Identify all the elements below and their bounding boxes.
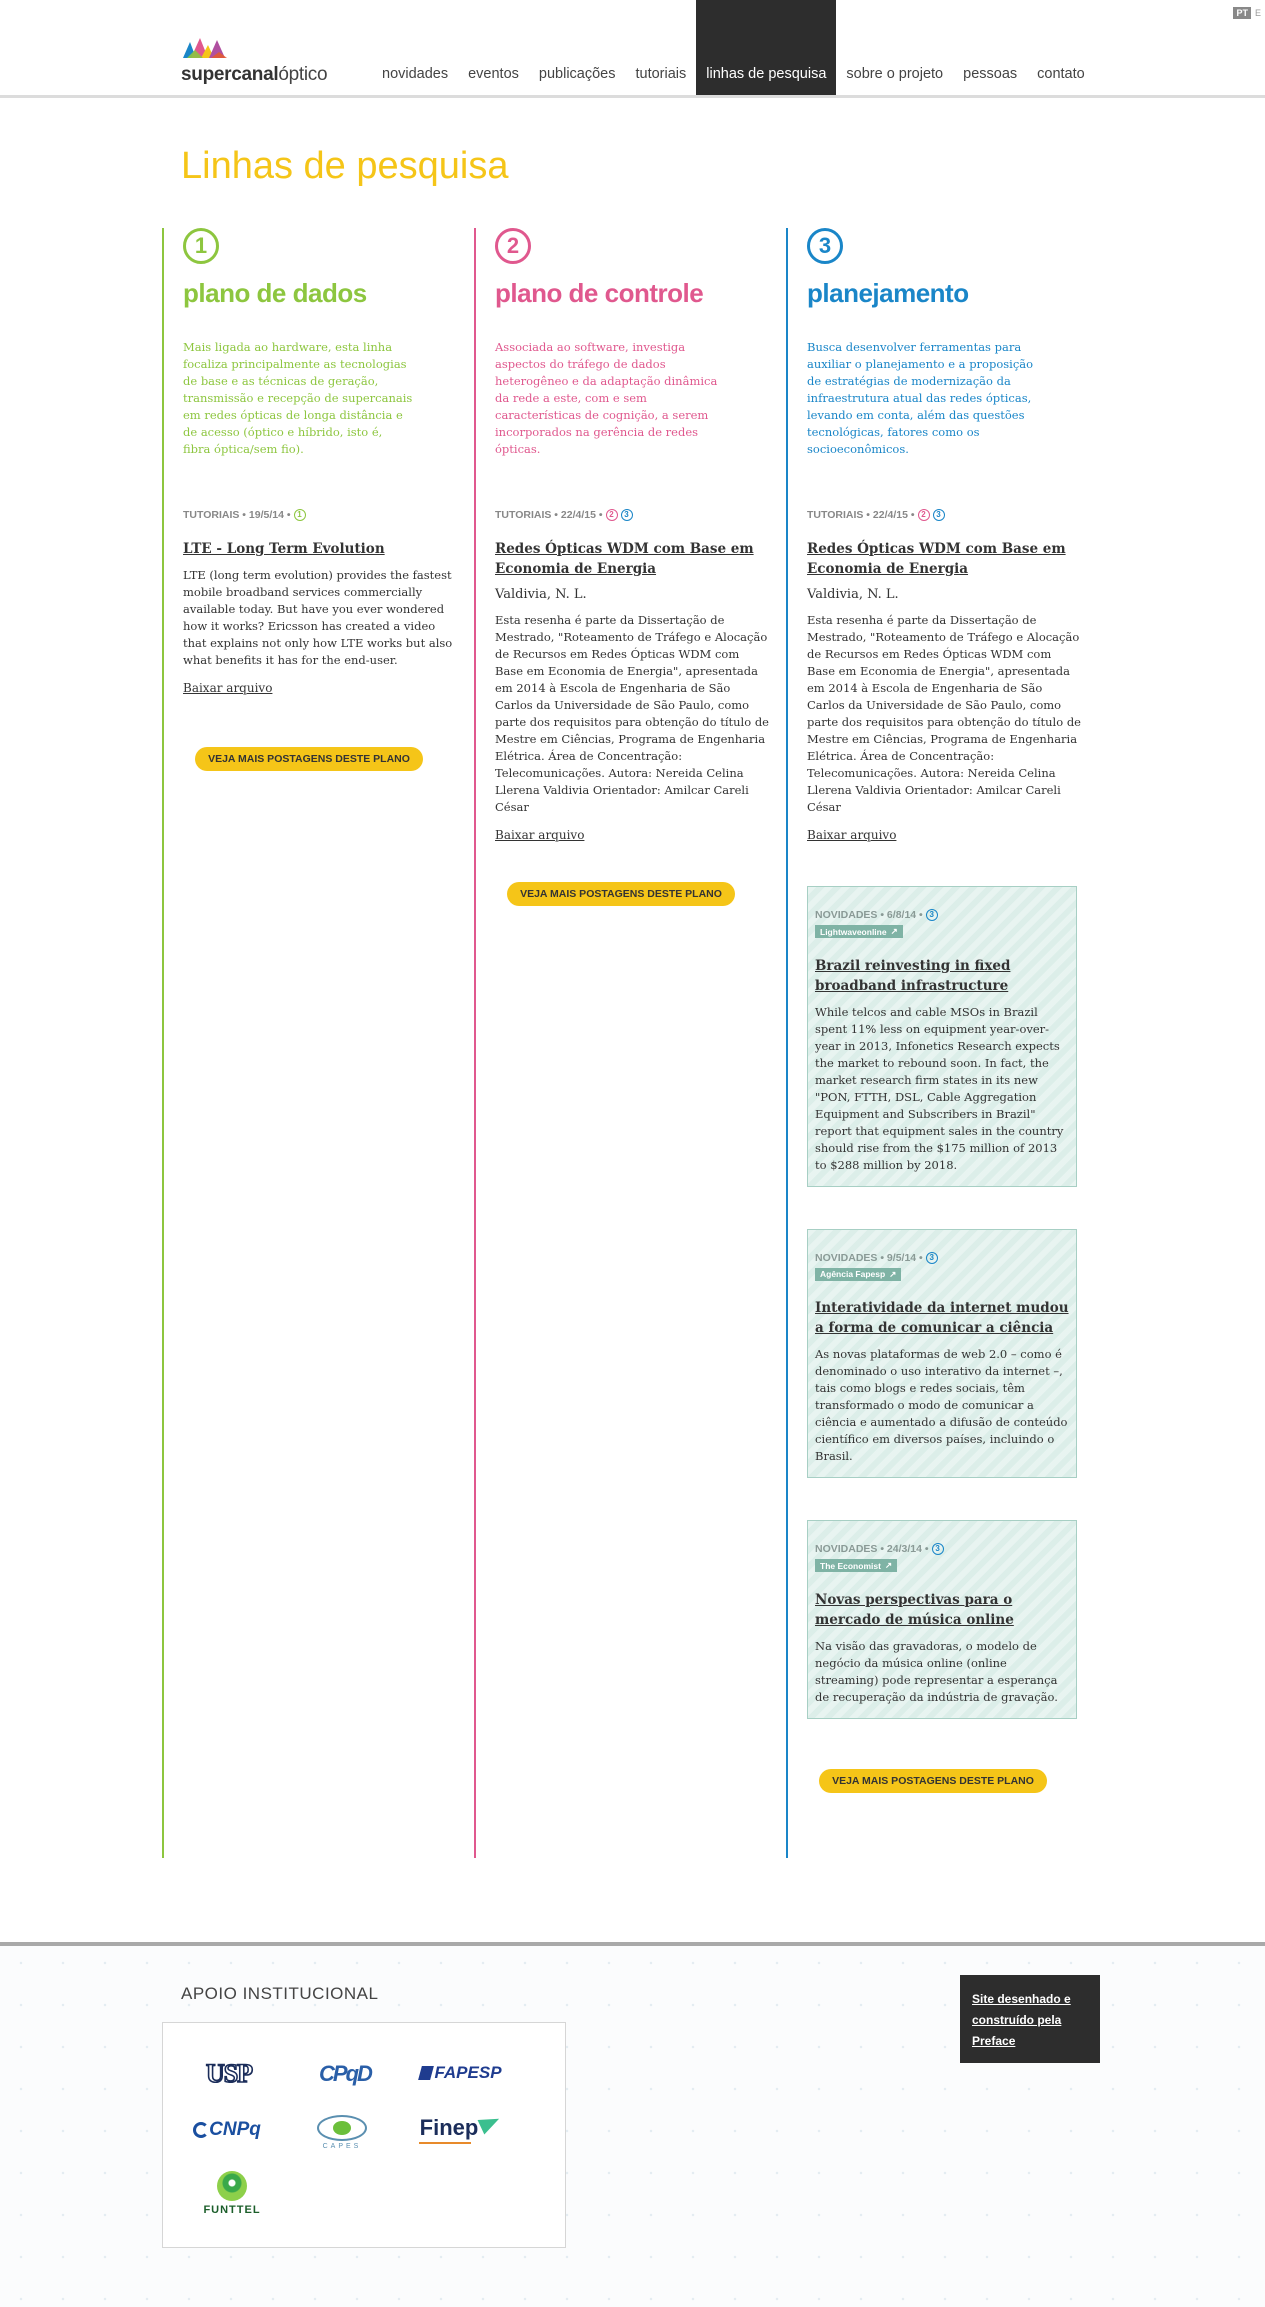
source-tag[interactable] <box>815 925 903 938</box>
lang-pt[interactable]: PT <box>1233 7 1251 19</box>
post-category-date: NOVIDADES • 24/3/14 • <box>815 1543 929 1555</box>
funttel-emblem-icon <box>217 2171 247 2201</box>
nav-publicacoes[interactable]: publicações <box>538 66 616 82</box>
external-link-icon: ↗ <box>890 926 898 936</box>
nav-contato[interactable]: contato <box>1037 66 1085 82</box>
nav-sobre-o-projeto[interactable]: sobre o projeto <box>846 66 944 82</box>
plan-tag-icon[interactable]: 3 <box>933 509 945 521</box>
download-link[interactable]: Baixar arquivo <box>495 828 585 842</box>
plan-number-badge: 2 <box>495 228 531 264</box>
credit-link[interactable]: Site desenhado e construído pela Preface <box>972 1992 1071 2048</box>
finep-logo[interactable]: Finep <box>415 2115 505 2144</box>
designer-credit <box>960 1975 1100 2063</box>
news-title-link[interactable]: Interatividade da internet mudou a forma de comunicar a ciência <box>815 1300 1069 1336</box>
fapesp-logo[interactable]: FAPESP <box>411 2063 511 2083</box>
source-name: Agência Fapesp <box>820 1269 886 1279</box>
logo-mark-icon <box>181 36 229 62</box>
news-title-link[interactable]: Novas perspectivas para o mercado de música online <box>815 1591 1014 1628</box>
logo-text-light: óptico <box>278 64 328 85</box>
post-item <box>183 509 458 697</box>
main-nav <box>372 0 1095 97</box>
post-meta <box>807 509 1082 521</box>
capes-globe-icon <box>317 2115 367 2141</box>
download-link[interactable]: Baixar arquivo <box>807 828 897 842</box>
post-meta <box>815 1543 1069 1555</box>
nav-eventos[interactable]: eventos <box>468 66 519 82</box>
finep-tagline-bar <box>419 2142 471 2144</box>
more-posts-button[interactable]: VEJA MAIS POSTAGENS DESTE PLANO <box>819 1769 1047 1793</box>
plan-description: Mais ligada ao hardware, esta linha focaliza principalmente as tecnologias de base e as técnicas de geração, transmissão e recepção de supercanais em redes ópticas de longa distância e de acesso (óptico e híbrido, isto é, fibra óptica/sem fio). <box>183 340 413 456</box>
source-name: Lightwaveonline <box>820 926 887 937</box>
plan-tag-icon[interactable]: 1 <box>294 509 306 521</box>
site-header <box>0 0 1265 97</box>
finep-plane-icon <box>478 2112 503 2135</box>
plan-tag-icon[interactable]: 3 <box>932 1543 944 1555</box>
external-link-icon: ↗ <box>889 1268 897 1279</box>
sponsor-logos <box>162 2022 566 2248</box>
download-link[interactable]: Baixar arquivo <box>183 681 273 695</box>
post-title-link[interactable]: Redes Ópticas WDM com Base em Economia de Energia <box>807 541 1066 577</box>
plan-title: plano de dados <box>183 278 367 308</box>
logo-text-bold: supercanal <box>181 64 279 85</box>
post-excerpt: Esta resenha é parte da Dissertação de Mestrado, "Roteamento de Tráfego e Alocação de Recursos em Redes Ópticas WDM com Base em Economia de Energia", apresentada em 2014 à Escola de Engenharia de São Carlos da Universidade de São Paulo, como parte dos requisitos para obtenção do título de Mestre em Ciências, Programa de Engenharia Elétrica. Área de Concentração: Telecomunicações. Autora: Nereida Celina Llerena Valdivia Orientador: Amilcar Careli César <box>807 613 1081 814</box>
source-tag[interactable] <box>815 1268 901 1281</box>
post-category-date: TUTORIAIS • 22/4/15 • <box>495 509 603 521</box>
post-author: Valdivia, N. L. <box>495 587 587 602</box>
post-meta <box>495 509 770 521</box>
logo-wordmark <box>181 64 327 86</box>
fapesp-flag-icon <box>419 2066 435 2080</box>
plan-tag-icon[interactable]: 3 <box>621 509 633 521</box>
post-category-date: NOVIDADES • 6/8/14 • <box>815 909 923 921</box>
nav-linhas-de-pesquisa[interactable]: linhas de pesquisa <box>696 0 836 97</box>
funttel-logo[interactable]: FUNTTEL <box>197 2171 267 2216</box>
post-item <box>807 509 1082 844</box>
news-card[interactable] <box>807 886 1077 1187</box>
plan-title: plano de controle <box>495 278 704 308</box>
plan-tag-icon[interactable]: 3 <box>926 1252 938 1264</box>
cnpq-swirl-icon <box>193 2122 209 2138</box>
plan-title: planejamento <box>807 278 969 308</box>
news-card[interactable] <box>807 1229 1077 1479</box>
post-excerpt: LTE (long term evolution) provides the fastest mobile broadband services commercially available today. But have you ever wondered how it works? Ericsson has created a video that explains not only how LTE works but also what benefits it has for the end-user. <box>183 568 453 667</box>
post-category-date: NOVIDADES • 9/5/14 • <box>815 1251 923 1264</box>
news-excerpt: While telcos and cable MSOs in Brazil spent 11% less on equipment year-over-year in 2013, Infonetics Research expects the market to rebound soon. In fact, the market research firm states in its new "PON, FTTH, DSL, Cable Aggregation Equipment and Subscribers in Brazil" report that equipment sales in the country should rise from the $175 million of 2013 to $288 million by 2018. <box>815 1004 1064 1172</box>
usp-logo[interactable]: USP <box>205 2059 253 2088</box>
news-card[interactable] <box>807 1520 1077 1719</box>
external-link-icon: ↗ <box>884 1560 893 1570</box>
lang-en[interactable]: E <box>1254 8 1261 18</box>
site-footer <box>0 1942 1265 2307</box>
more-posts-button[interactable]: VEJA MAIS POSTAGENS DESTE PLANO <box>507 882 735 906</box>
source-tag[interactable] <box>815 1559 897 1572</box>
cnpq-logo[interactable]: CNPq <box>187 2119 267 2141</box>
plan-description: Associada ao software, investiga aspectos do tráfego de dados heterogêneo e da adaptação dinâmica da rede a este, com e sem características de cognição, a serem incorporados na gerência de redes ópticas. <box>495 340 718 456</box>
page-title: Linhas de pesquisa <box>181 145 509 187</box>
plan-tag-icon[interactable]: 2 <box>918 509 930 521</box>
post-item <box>495 509 770 844</box>
plan-number-badge: 3 <box>807 228 843 264</box>
post-meta <box>815 1252 1069 1264</box>
post-title-link[interactable]: LTE - Long Term Evolution <box>183 541 385 557</box>
post-author: Valdivia, N. L. <box>807 587 899 602</box>
plan-column-dados <box>162 228 464 1858</box>
more-posts-button[interactable]: VEJA MAIS POSTAGENS DESTE PLANO <box>195 747 423 771</box>
plan-tag-icon[interactable]: 2 <box>606 509 618 521</box>
post-title-link[interactable]: Redes Ópticas WDM com Base em Economia de Energia <box>495 541 754 577</box>
plan-description: Busca desenvolver ferramentas para auxiliar o planejamento e a proposição de estratégias de modernização da infraestrutura atual das redes ópticas, levando em conta, além das questões tecnológicas, fatores como os socioeconômicos. <box>807 340 1034 456</box>
post-meta <box>815 909 1069 921</box>
post-meta <box>183 509 458 521</box>
plan-number-badge: 1 <box>183 228 219 264</box>
nav-pessoas[interactable]: pessoas <box>963 66 1018 82</box>
footer-divider <box>0 1942 1265 1946</box>
capes-logo[interactable]: CAPES <box>311 2115 373 2150</box>
news-title-link[interactable]: Brazil reinvesting in fixed broadband infrastructure <box>815 957 1011 994</box>
header-divider <box>0 95 1265 98</box>
support-title: APOIO INSTITUCIONAL <box>181 1984 379 2003</box>
post-excerpt: Esta resenha é parte da Dissertação de Mestrado, "Roteamento de Tráfego e Alocação de Recursos em Redes Ópticas WDM com Base em Economia de Energia", apresentada em 2014 à Escola de Engenharia de São Carlos da Universidade de São Paulo, como parte dos requisitos para obtenção do título de Mestre em Ciências, Programa de Engenharia Elétrica. Área de Concentração: Telecomunicações. Autora: Nereida Celina Llerena Valdivia Orientador: Amilcar Careli César <box>495 613 769 814</box>
site-logo[interactable] <box>181 36 331 86</box>
cpqd-logo[interactable]: CPqD <box>319 2061 371 2086</box>
news-excerpt: Na visão das gravadoras, o modelo de negócio da música online (online streaming) pode representar a esperança de recuperação da indústria de gravação. <box>815 1638 1058 1704</box>
plan-tag-icon[interactable]: 3 <box>926 909 938 921</box>
post-category-date: TUTORIAIS • 22/4/15 • <box>807 509 915 521</box>
post-category-date: TUTORIAIS • 19/5/14 • <box>183 509 291 521</box>
source-name: The Economist <box>820 1560 881 1571</box>
plan-column-planejamento <box>786 228 1088 1858</box>
nav-novidades[interactable]: novidades <box>382 66 449 82</box>
nav-tutoriais[interactable]: tutoriais <box>635 66 687 82</box>
news-excerpt: As novas plataformas de web 2.0 – como é denominado o uso interativo da internet –, tais como blogs e redes sociais, têm transformado o modo de comunicar a ciência e aumentado a difusão de conteúdo científico em diversos países, incluindo o Brasil. <box>815 1347 1068 1463</box>
plan-column-controle <box>474 228 776 1858</box>
